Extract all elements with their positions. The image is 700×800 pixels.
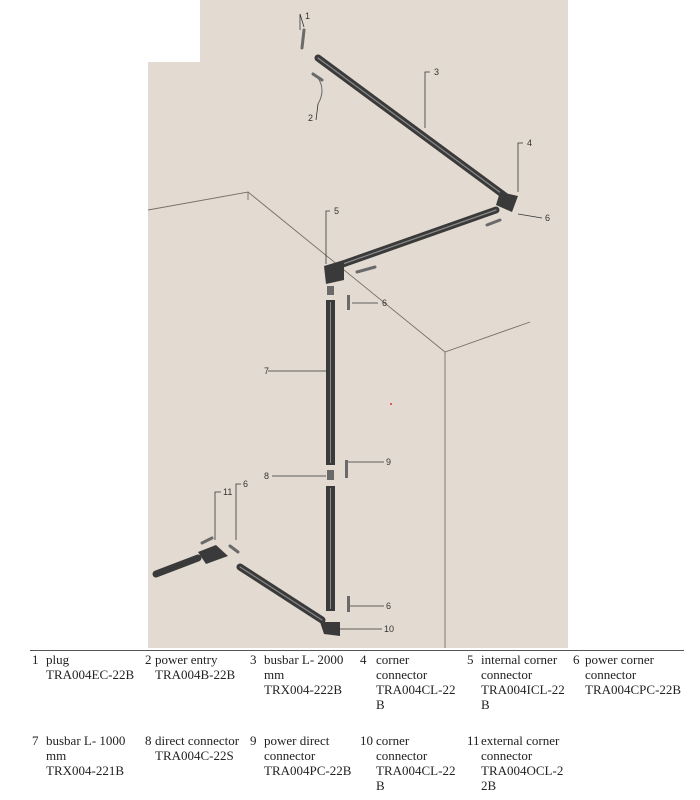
legend-name: power direct connector <box>264 733 330 763</box>
callout-4: 4 <box>527 138 533 148</box>
callout-10: 10 <box>384 624 395 634</box>
legend-code: TRA004PC-22B <box>264 763 352 778</box>
legend-number: 8 <box>145 733 152 748</box>
legend-number: 2 <box>145 652 152 667</box>
parts-legend <box>0 650 700 800</box>
callout-6: 6 <box>382 298 388 308</box>
callout-9: 9 <box>386 457 392 467</box>
callout-11: 11 <box>223 487 233 497</box>
legend-name: power corner connector <box>585 652 654 682</box>
legend-code: TRA004CL-22B <box>376 682 456 712</box>
legend-code: TRA004CL-22B <box>376 763 456 793</box>
legend-name: plug <box>46 652 70 667</box>
direct-connector <box>327 470 334 480</box>
legend-name: internal corner connector <box>481 652 558 682</box>
callout-2: 2 <box>308 113 314 123</box>
callout-8: 8 <box>264 471 270 481</box>
legend-name: corner connector <box>376 733 428 763</box>
callout-5: 5 <box>334 206 340 216</box>
legend-number: 7 <box>32 733 39 748</box>
legend-name: direct connector <box>155 733 240 748</box>
legend-number: 10 <box>360 733 373 748</box>
legend-number: 5 <box>467 652 474 667</box>
legend-code: TRA004C-22S <box>155 748 234 763</box>
legend-name: power entry <box>155 652 218 667</box>
legend-code: TRA004ICL-22B <box>481 682 565 712</box>
legend-name: busbar L- 1000 mm <box>46 733 126 763</box>
callout-6: 6 <box>386 601 392 611</box>
legend-code: TRX004-222B <box>264 682 342 697</box>
legend-code: TRA004B-22B <box>155 667 236 682</box>
legend-name: corner connector <box>376 652 428 682</box>
callout-3: 3 <box>434 67 440 77</box>
legend-number: 6 <box>573 652 580 667</box>
callout-1: 1 <box>305 11 311 21</box>
legend-number: 11 <box>467 733 480 748</box>
legend-number: 3 <box>250 652 257 667</box>
callout-6: 6 <box>243 479 249 489</box>
legend-code: TRA004EC-22B <box>46 667 135 682</box>
legend-name: external corner connector <box>481 733 560 763</box>
legend-number: 9 <box>250 733 257 748</box>
legend-number: 4 <box>360 652 367 667</box>
legend-code: TRX004-221B <box>46 763 124 778</box>
legend-code: TRA004OCL-22B <box>481 763 564 793</box>
legend-number: 1 <box>32 652 39 667</box>
legend-code: TRA004CPC-22B <box>585 682 682 697</box>
callout-7: 7 <box>264 366 270 376</box>
callout-6: 6 <box>545 213 551 223</box>
legend-name: busbar L- 2000 mm <box>264 652 344 682</box>
plug-part <box>302 30 304 48</box>
